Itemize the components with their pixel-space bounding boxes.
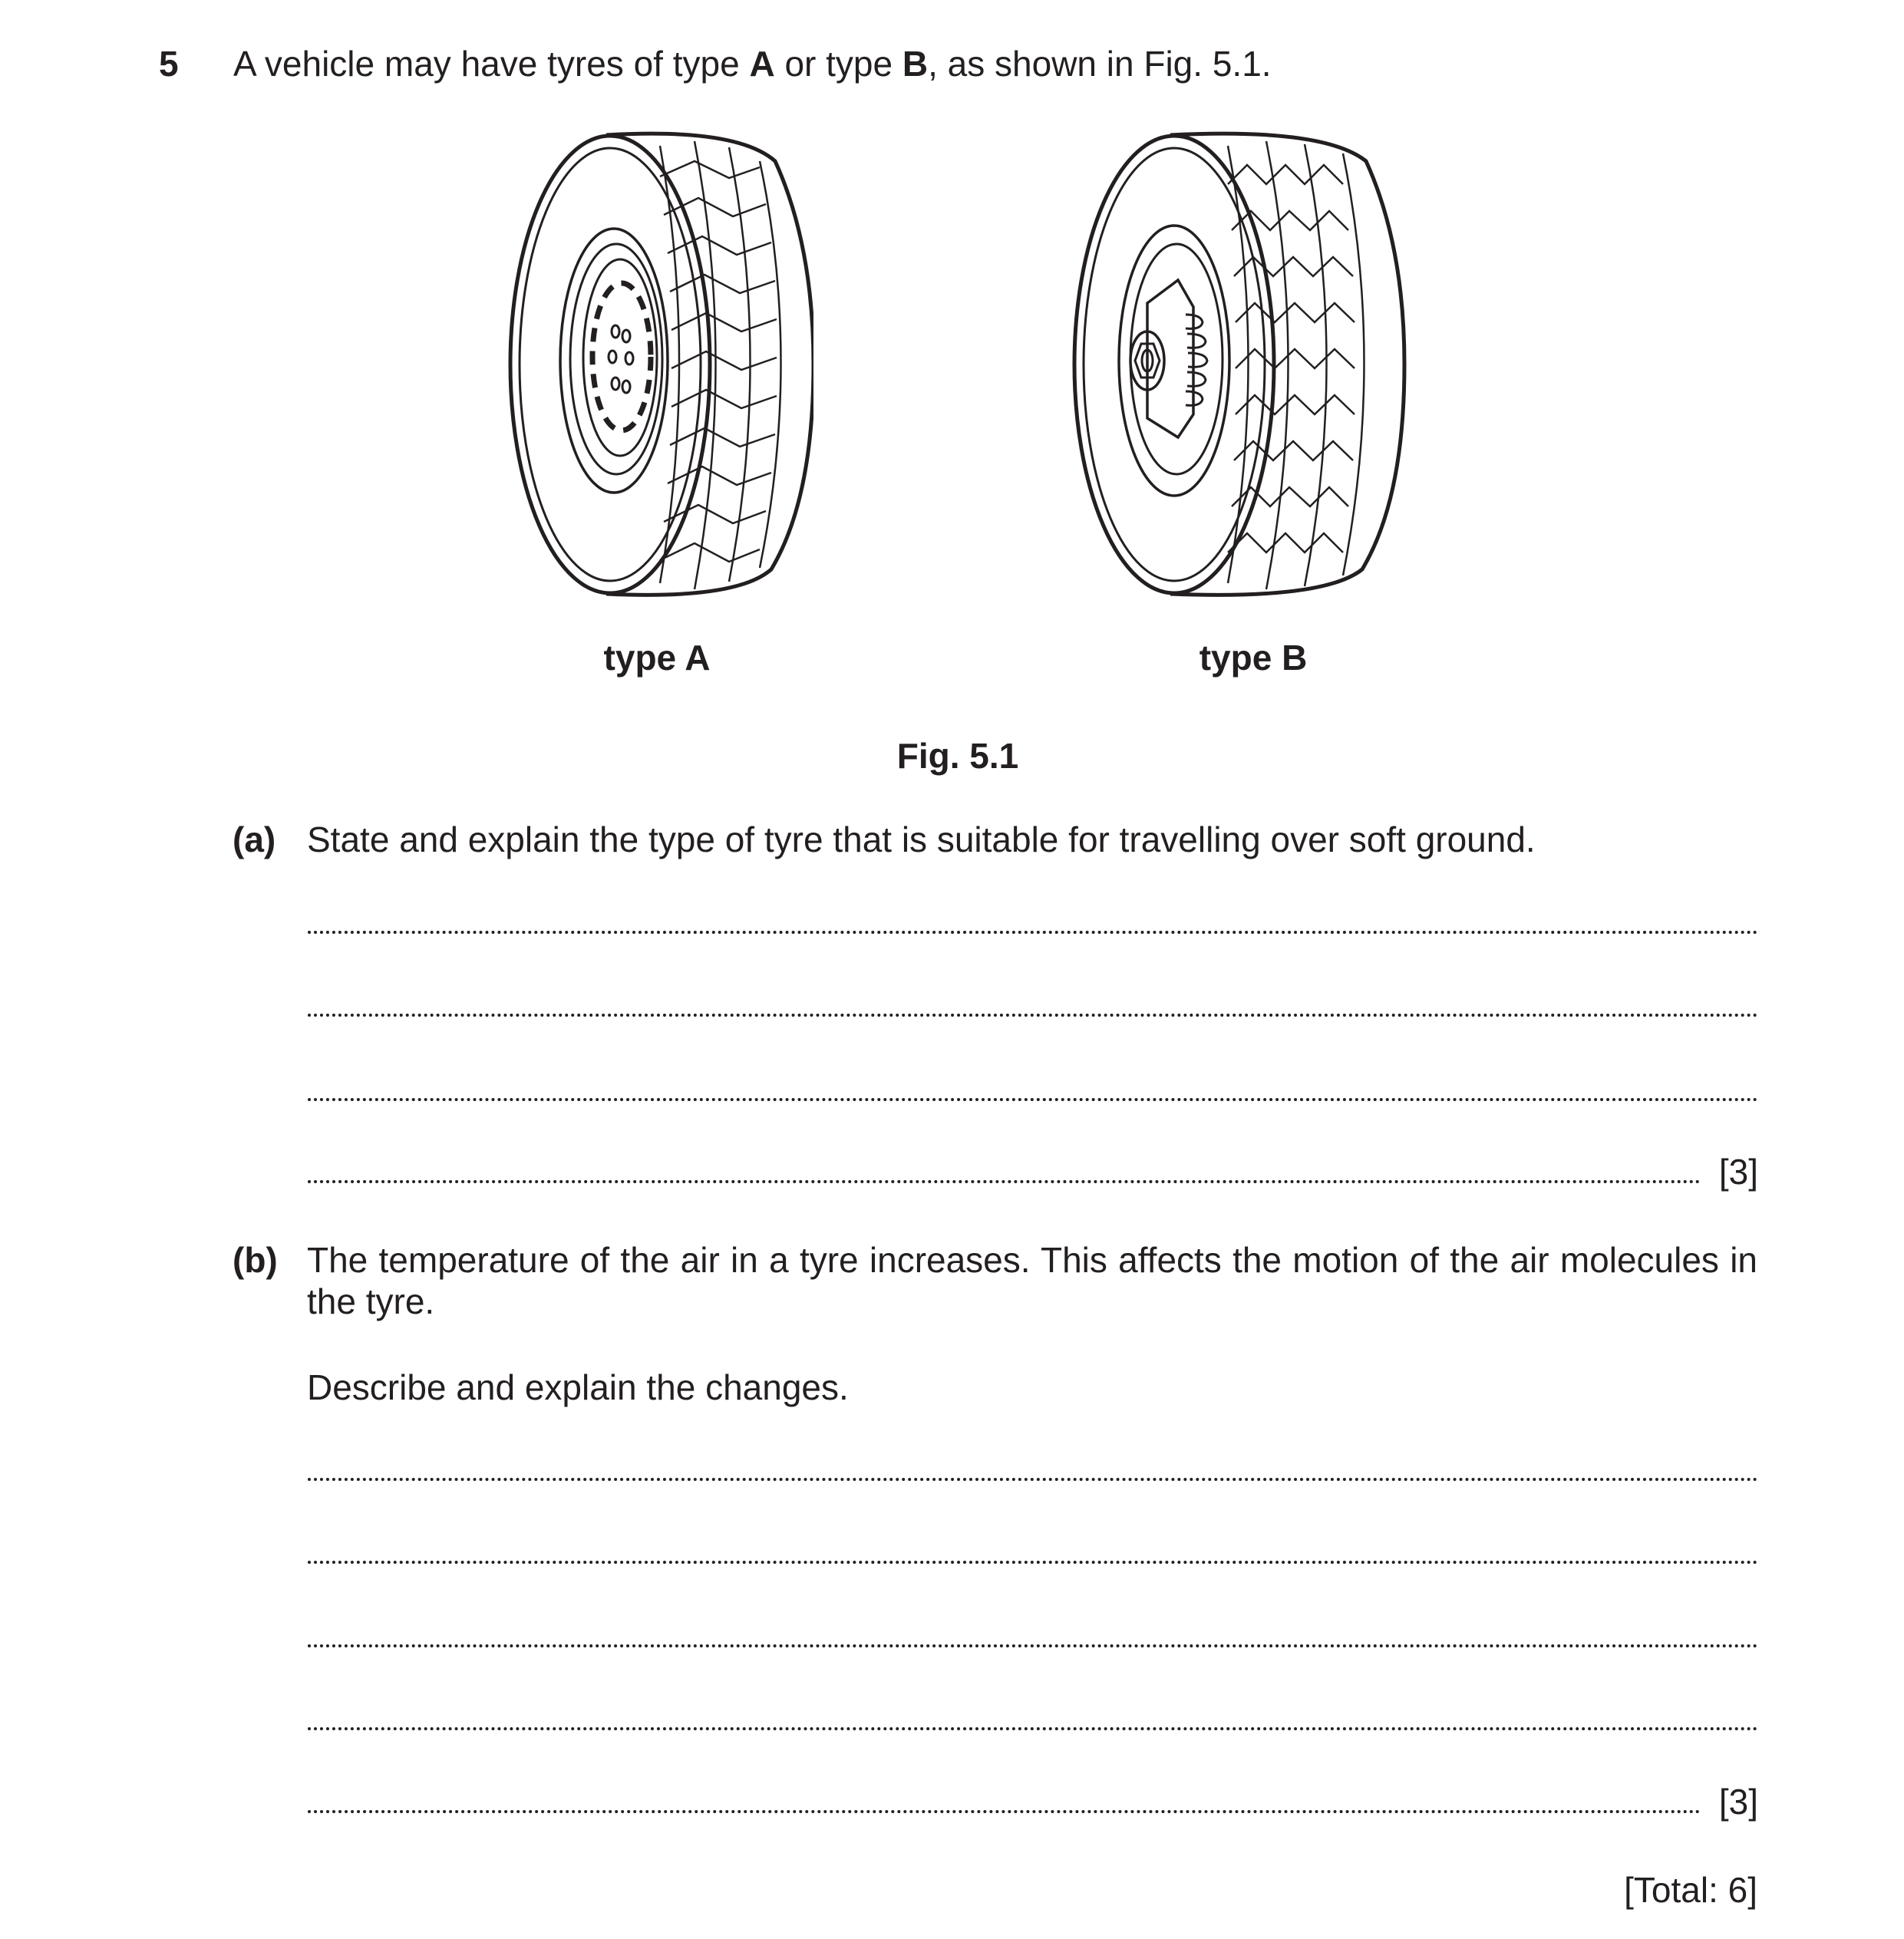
part-b-answer-line-5[interactable]	[308, 1782, 1758, 1822]
part-a-answer-line-3[interactable]	[308, 1077, 1758, 1107]
part-b-question: The temperature of the air in a tyre increases. This affects the motion of the air molecules in the tyre.	[307, 1240, 1757, 1321]
part-b-marks: [3]	[1718, 1782, 1758, 1822]
part-b-answer-line-4[interactable]	[308, 1706, 1758, 1736]
part-a-answer-line-4[interactable]	[308, 1152, 1758, 1192]
label-type-a: type A	[603, 638, 711, 678]
part-b-answer-line-3[interactable]	[308, 1623, 1758, 1654]
part-b-answer-line-1[interactable]	[308, 1456, 1758, 1487]
part-b-answer-line-2[interactable]	[308, 1539, 1758, 1570]
part-a-question: State and explain the type of tyre that is suitable for travelling over soft ground.	[307, 819, 1536, 859]
stem-type-b: B	[902, 44, 929, 84]
stem-text-3: , as shown in Fig. 5.1.	[928, 44, 1272, 84]
part-a-answer-line-2[interactable]	[308, 992, 1758, 1023]
tyre-b-illustration	[1071, 130, 1408, 599]
part-a-marks: [3]	[1718, 1152, 1758, 1192]
label-type-b: type B	[1199, 638, 1308, 678]
stem-text-2: or type	[774, 44, 903, 84]
tyre-a-illustration	[507, 130, 813, 599]
part-a-answer-line-1[interactable]	[308, 909, 1758, 940]
total-marks: [Total: 6]	[1624, 1870, 1757, 1910]
question-number: 5	[159, 44, 179, 84]
part-a-label: (a)	[233, 819, 276, 859]
question-stem	[233, 43, 1272, 84]
part-b-label: (b)	[233, 1240, 278, 1280]
part-b-instruction: Describe and explain the changes.	[307, 1367, 849, 1407]
stem-text-1: A vehicle may have tyres of type	[233, 44, 750, 84]
figure-caption: Fig. 5.1	[896, 736, 1019, 776]
stem-type-a: A	[749, 44, 775, 84]
